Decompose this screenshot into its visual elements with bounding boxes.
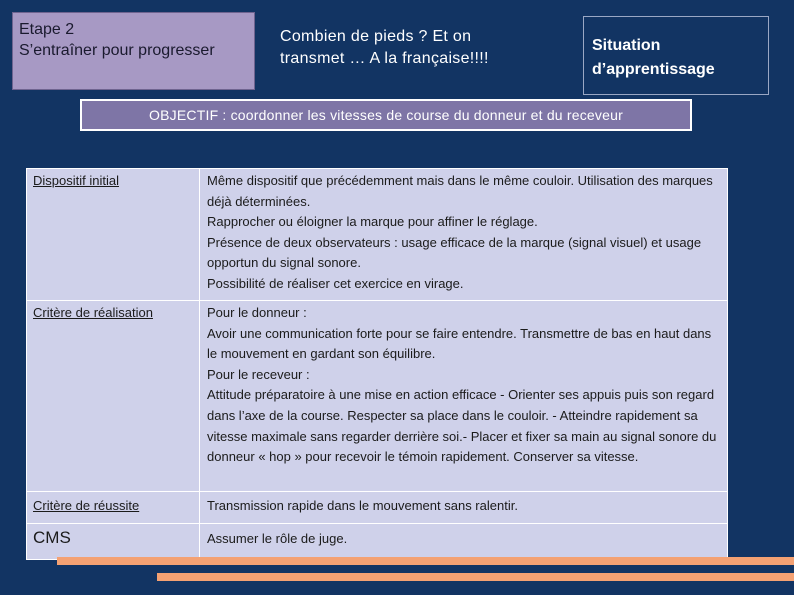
row-content — [200, 524, 728, 560]
row-label: Critère de réalisation — [27, 301, 200, 492]
content-line: Rapprocher ou éloigner la marque pour affiner le réglage. — [207, 214, 538, 230]
content-line: Pour le receveur : — [207, 366, 310, 382]
table — [26, 168, 728, 560]
decorative-stripe-bottom — [157, 573, 794, 581]
decorative-stripe-top — [57, 557, 794, 565]
situation-line-2: d’apprentissage — [592, 61, 715, 78]
content-line: Pour le donneur : — [207, 305, 307, 320]
row-content — [200, 492, 728, 524]
objectif-text: OBJECTIF : coordonner les vitesses de course du donneur et du receveur — [82, 101, 690, 129]
table-row-realisation — [27, 301, 728, 492]
table-row-dispositif — [27, 169, 728, 301]
situation-line-1: Situation — [592, 37, 661, 54]
situation-box — [583, 16, 769, 95]
content-line: Avoir une communication forte pour se faire entendre. Transmettre de bas en haut dans le mouvement en gardant son équilibre. — [207, 325, 712, 362]
row-content — [200, 301, 728, 492]
question-line-1: Combien de pieds ? Et on — [280, 28, 472, 45]
content-line: Transmission rapide dans le mouvement sans ralentir. — [207, 498, 518, 513]
etape-title: Etape 2 — [19, 21, 75, 38]
table-row-reussite — [27, 492, 728, 524]
question-line-2: transmet … A la française!!!! — [280, 50, 489, 67]
row-content — [200, 169, 728, 301]
row-label: Critère de réussite — [27, 492, 200, 524]
content-line: Attitude préparatoire à une mise en action efficace - Orienter ses appuis puis son regard dans l’axe de la course. Respecter sa place dans le couloir. - Atteindre rapidement sa vitesse maximale sans regarder derrière soi.- Placer et fixer sa main au signal sonore du donneur « hop » pour recevoir le témoin rapidement. Conserver sa vitesse. — [207, 387, 717, 465]
question-title — [280, 26, 550, 70]
objectif-banner — [80, 99, 692, 131]
row-label: CMS — [27, 524, 200, 560]
table-row-cms — [27, 524, 728, 560]
content-line: Assumer le rôle de juge. — [207, 531, 348, 546]
activity-table — [26, 168, 728, 560]
content-line: Possibilité de réaliser cet exercice en virage. — [207, 275, 464, 291]
content-line: Présence de deux observateurs : usage efficace de la marque (signal visuel) et usage opportun du signal sonore. — [207, 234, 702, 271]
row-label: Dispositif initial — [27, 169, 200, 301]
content-line: Même dispositif que précédemment mais dans le même couloir. Utilisation des marques déjà déterminées. — [207, 173, 713, 209]
etape-box — [12, 12, 255, 90]
etape-subtitle: S’entraîner pour progresser — [19, 42, 215, 59]
